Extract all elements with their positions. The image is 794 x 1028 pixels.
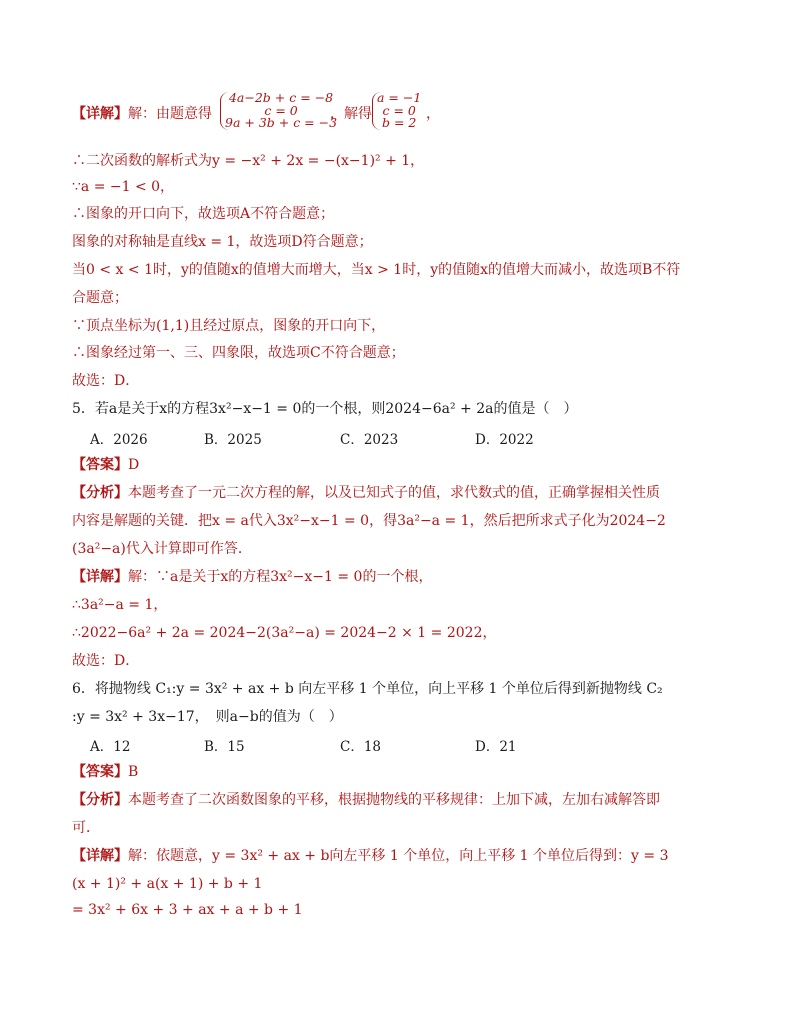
q5-stem: 5．若a是关于x的方程3x²−x−1 = 0的一个根，则2024−6a² + 2a的值是（ ） [72, 401, 578, 417]
q5-detail-line1 [72, 567, 432, 587]
q6-option-d: D．21 [475, 739, 517, 755]
q5-detail-line3: ∴2022−6a² + 2a = 2024−2(3a²−a) = 2024−2 × 1 = 2022， [72, 625, 497, 641]
q5-answer-line [72, 455, 139, 475]
q6-option-b: B．15 [204, 739, 245, 755]
q5-option-d: D．2022 [475, 432, 534, 448]
q6-analysis-line2: 可． [72, 820, 100, 836]
q6-answer-value: B [128, 764, 139, 780]
text-line-1: ∴二次函数的解析式为y = −x² + 2x = −(x−1)² + 1， [72, 153, 425, 169]
text-line-7: ∵顶点坐标为(1,1)且经过原点，图象的开口向下， [72, 318, 386, 334]
text-line-2: ∵a = −1 < 0， [72, 179, 175, 195]
q6-detail-label: 【详解】 [72, 848, 128, 864]
q6-detail-text1: 解：依题意，y = 3x² + ax + b向左平移 1 个单位，向上平移 1 个单位后得到：y = 3 [128, 848, 669, 864]
q5-detail-text1: 解：∵a是关于x的方程3x²−x−1 = 0的一个根， [128, 569, 433, 585]
text-line-4: 图象的对称轴是直线x = 1，故选项D符合题意； [72, 234, 373, 250]
system2-eq2: c = 0 [382, 102, 416, 118]
q5-analysis-line3: (3a²−a)代入计算即可作答． [72, 541, 252, 557]
detail-label: 【详解】 [72, 106, 128, 122]
equation-system-given [220, 92, 337, 130]
q5-analysis-line1 [72, 483, 660, 503]
q5-answer-label: 【答案】 [72, 457, 128, 473]
q6-analysis-text1: 本题考查了二次函数图象的平移，根据抛物线的平移规律：上加下减，左加右减解答即 [128, 792, 660, 808]
q5-detail-label: 【详解】 [72, 569, 128, 585]
system2-eq1: a = −1 [377, 90, 422, 105]
detail-intro-text: 解：由题意得 [128, 106, 212, 122]
q5-analysis-label: 【分析】 [72, 485, 128, 501]
text-line-3: ∴图象的开口向下，故选项A不符合题意； [72, 206, 335, 222]
q5-option-a: A．2026 [90, 432, 148, 448]
system1-eq1: 4a−2b + c = −8 [228, 90, 334, 105]
q6-stem-line1: 6．将抛物线 C₁:y = 3x² + ax + b 向左平移 1 个单位，向上平移 1 个单位后得到新抛物线 C₂ [72, 681, 663, 697]
q6-answer-line [72, 762, 138, 782]
text-line-6: 合题意； [72, 290, 128, 306]
solve-connector: ，解得 [330, 106, 372, 122]
detail-intro-line [72, 104, 212, 124]
q6-option-a: A．12 [90, 739, 131, 755]
system1-eq2: c = 0 [264, 102, 298, 118]
q6-detail-line1 [72, 846, 668, 866]
text-line-5: 当0 < x < 1时，y的值随x的值增大而增大，当x > 1时，y的值随x的值增大而减小，故选项B不符 [72, 262, 681, 278]
q6-answer-label: 【答案】 [72, 764, 128, 780]
q5-analysis-line2: 内容是解题的关键．把x = a代入3x²−x−1 = 0，得3a²−a = 1，然后把所求式子化为2024−2 [72, 513, 666, 529]
q6-option-c: C．18 [340, 739, 382, 755]
equation-system-solution [372, 92, 421, 130]
q6-analysis-label: 【分析】 [72, 792, 128, 808]
system2-eq3: b = 2 [381, 115, 417, 130]
q6-analysis-line1 [72, 790, 660, 810]
q5-answer-value: D [128, 457, 140, 473]
q6-detail-line2: (x + 1)² + a(x + 1) + b + 1 [72, 876, 263, 892]
q6-stem-line2: :y = 3x² + 3x−17， 则a−b的值为（ ） [72, 709, 343, 725]
q5-detail-line2: ∴3a²−a = 1， [72, 597, 168, 613]
q5-option-b: B．2025 [204, 432, 262, 448]
q5-analysis-text1: 本题考查了一元二次方程的解，以及已知式子的值，求代数式的值，正确掌握相关性质 [128, 485, 660, 501]
q5-detail-line4: 故选：D． [72, 653, 140, 669]
system1-eq3: 9a + 3b + c = −3 [225, 115, 338, 130]
q6-detail-line3: = 3x² + 6x + 3 + ax + a + b + 1 [72, 902, 303, 918]
text-line-8: ∴图象经过第一、三、四象限，故选项C不符合题意； [72, 345, 405, 361]
text-line-9: 故选：D． [72, 373, 140, 389]
q5-option-c: C．2023 [340, 432, 399, 448]
solve-tail: ， [426, 106, 440, 122]
